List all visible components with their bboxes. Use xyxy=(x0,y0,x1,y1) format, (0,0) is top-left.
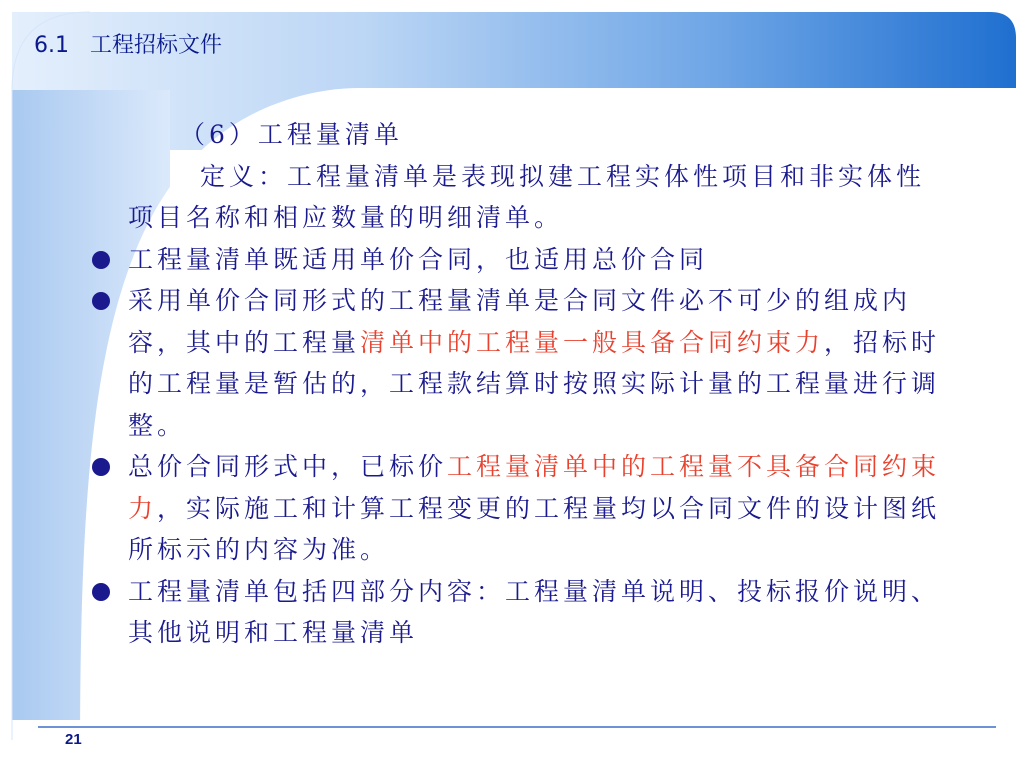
bullet-item xyxy=(92,446,952,571)
slide-title: 6.1 工程招标文件 xyxy=(34,33,222,58)
bullet-item xyxy=(92,571,952,654)
section-subtitle: （6）工程量清单 xyxy=(180,120,403,149)
bullet-dot-icon xyxy=(92,583,110,601)
bullet-item xyxy=(92,280,952,446)
bullet-dot-icon xyxy=(92,292,110,310)
bullet-text: 采用单价合同形式的工程量清单是合同文件必不可少的组成内容，其中的工程量 xyxy=(128,286,912,357)
bullet-text: 总价合同形式中，已标价 xyxy=(128,452,448,481)
bullet-item xyxy=(92,239,952,281)
slide-content xyxy=(92,112,952,654)
bullet-highlight: 清单中的工程量一般具备合同约束力 xyxy=(360,327,825,357)
bullet-text: ，招标时的工程量是暂估的，工程款结算时按照实际计量的工程量进行调整。 xyxy=(128,327,941,440)
bullet-highlight: 工程量清单中的工程量不具备合同约束力 xyxy=(128,452,941,523)
bullet-text: 工程量清单既适用单价合同，也适用总价合同 xyxy=(128,244,709,274)
definition-paragraph: 定义：工程量清单是表现拟建工程实体性项目和非实体性项目名称和相应数量的明细清单。 xyxy=(128,161,926,232)
bullet-text: ，实际施工和计算工程变更的工程量均以合同文件的设计图纸所标示的内容为准。 xyxy=(128,493,941,564)
page-number: 21 xyxy=(65,731,82,748)
bullet-text: 工程量清单包括四部分内容：工程量清单说明、投标报价说明、其他说明和工程量清单 xyxy=(128,576,941,647)
bullet-dot-icon xyxy=(92,251,110,269)
bullet-dot-icon xyxy=(92,458,110,476)
